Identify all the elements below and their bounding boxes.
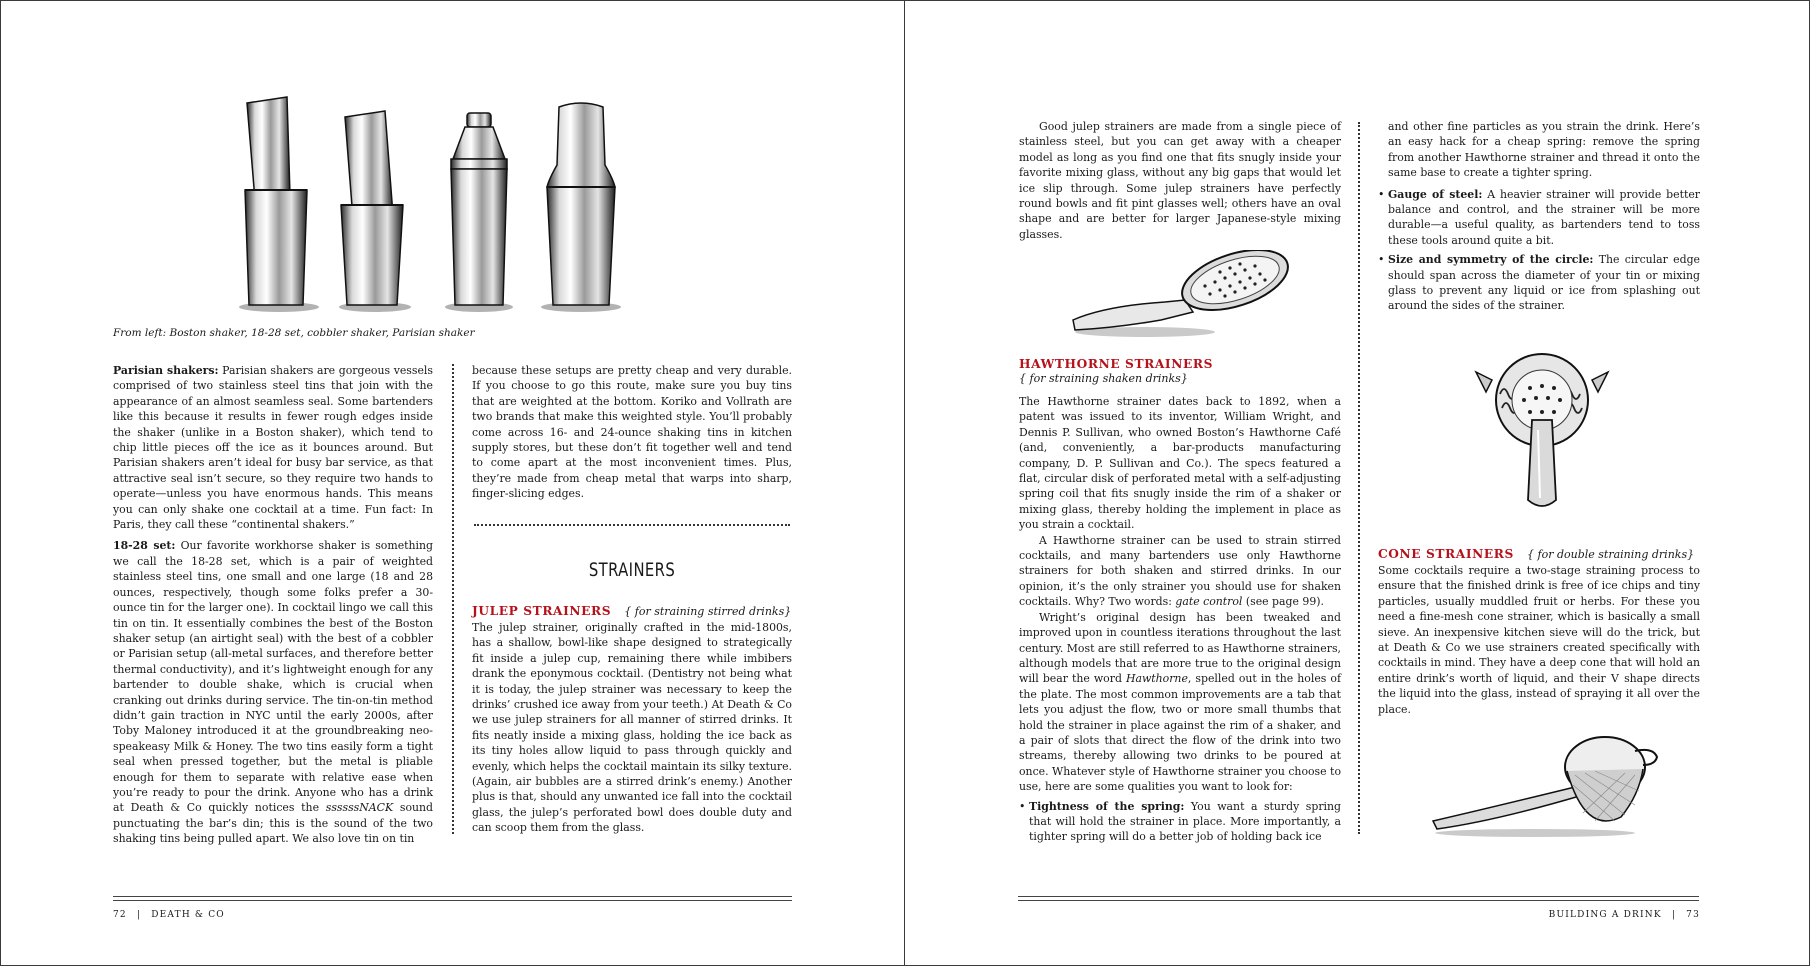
hawthorne-strainers-body bbox=[1019, 394, 1341, 849]
right-column-divider bbox=[1358, 122, 1360, 834]
left-column-1 bbox=[113, 363, 433, 847]
parisian-shakers-text: Parisian shakers are gorgeous vessels comprised of two stainless steel tins that join with the appearance of an almost seamless seal. Some bartenders like this because it results in fewer rough edges inside the shaker (unlike in a Boston shaker), which tend to chip little pieces off the ice as it bounces around. But Parisian shakers aren’t ideal for busy bar service, as that attractive seal isn’t secure, so they require two hands to operate—unless you have enormous hands. This means you can only shake one cocktail at a time. Fun fact: In Paris, they call these “continental shakers.” bbox=[113, 364, 433, 532]
18-28-set-paragraph bbox=[113, 538, 433, 846]
bullet-tightness-text: You want a sturdy spring that will hold the strainer in place. More importantly, a tighter spring will do a better job of holding back ice bbox=[1029, 799, 1341, 844]
footer-separator: | bbox=[136, 910, 142, 920]
julep-strainers-note: { for straining stirred drinks} bbox=[624, 605, 792, 618]
running-title-right: BUILDING A DRINK bbox=[1548, 910, 1662, 920]
running-title-left: DEATH & CO bbox=[151, 910, 225, 920]
bullet-tightness-lead: Tightness of the spring: bbox=[1029, 799, 1185, 813]
cone-strainers-text: Some cocktails require a two-stage straining process to ensure that the finished drink is free of ice chips and tiny particles, usually muddled fruit or herbs. For these you need a fine-mesh cone strainer, which is basically a small sieve. An inexpensive kitchen sieve will do the trick, but at Death & Co we use strainers created specifically with cocktails in mind. They have a deep cone that will hold an entire drink’s worth of liquid, and their V shape directs the liquid into the glass, instead of spraying it all over the place. bbox=[1378, 564, 1700, 716]
column-divider bbox=[452, 364, 454, 834]
bullet-gauge-text: A heavier strainer will provide better balance and control, and the strainer will be more durable—a useful quality, as bartenders tend to toss these tools around quite a bit. bbox=[1388, 187, 1700, 247]
hawthorne-p3-text: Wright’s original design has been tweaked and improved upon in countless iterations throughout the last century. Most are still referred to as Hawthorne strainers, although models that are more true to the original design will bear the word bbox=[1019, 610, 1342, 686]
boston-shaker-illustration bbox=[239, 97, 319, 312]
julep-strainer-illustration bbox=[1065, 250, 1295, 340]
hawthorne-qualities-list-start bbox=[1019, 799, 1341, 845]
18-28-set-illustration bbox=[339, 111, 411, 312]
left-page bbox=[0, 0, 904, 966]
page-number-right: 73 bbox=[1686, 910, 1700, 920]
bullet-size-text: The circular edge should span across the diameter of your tin or mixing glass to prevent any liquid or ice from splashing out around the sides of the strainer. bbox=[1388, 253, 1700, 313]
bullet-tightness-of-spring bbox=[1019, 799, 1341, 845]
cobbler-shaker-illustration bbox=[445, 113, 513, 312]
right-page bbox=[905, 0, 1810, 966]
tightness-continued: and other fine particles as you strain the drink. Here’s an easy hack for a cheap spring: remove the spring from another Hawthorne strainer and thread it onto the same base to create a tighter spring. bbox=[1388, 120, 1700, 180]
cone-strainers-body bbox=[1378, 563, 1700, 717]
julep-strainers-text: The julep strainer, originally crafted in the mid-1800s, has a shallow, bowl-like shape designed to strategically fit inside a julep cup, remaining there while imbibers drank the eponymous cocktail. (Dentistry not being what it is today, the julep strainer was necessary to keep the drinks’ crushed ice away from your teeth.) At Death & Co we use julep strainers for all manner of stirred drinks. It fits neatly inside a mixing glass, holding the ice back as its tiny holes allow liquid to pass through quickly and evenly, which helps the cocktail maintain its silky texture. (Again, air bubbles are a stirred drink’s enemy.) Another plus is that, should any unwanted ice fall into the cocktail glass, the julep’s perforated bowl does double duty and can scoop them from the glass. bbox=[472, 621, 792, 835]
18-28-set-italic: ssssssNACK bbox=[325, 801, 394, 815]
parisian-shaker-illustration bbox=[541, 103, 621, 312]
hawthorne-p3-end: , spelled out in the holes of the plate. The most common improvements are a tab that lets you adjust the flow, two or more small thumbs that hold the strainer in place against the rim of a shaker, and a pair of slots that direct the flow of the drink into two streams, thereby allowing two drinks to be poured at once. Whatever style of Hawthorne strainer you choose to use, here are some qualities you want to look for: bbox=[1019, 672, 1341, 794]
18-28-set-text: Our favorite workhorse shaker is something we call the 18-28 set, which is a pair of weighted stainless steel tins, one small and one large (18 and 28 ounces, respectively, though some folks prefer a 30-ounce tin for the larger one). In cocktail lingo we call this tin on tin. It essentially combines the best of the Boston shaker setup (an airtight seal) with the best of a cobbler or Parisian setup (all-metal surfaces, and therefore better thermal conductivity), and it’s lightweight enough for any bartender to double shake, which is crucial when cranking out drinks during service. The tin-on-tin method didn’t gain traction in NYC until the early 2000s, after Toby Maloney introduced it at the groundbreaking neo-speakeasy Milk & Honey. The two tins easily form a tight seal when pressed together, but the metal is pliable enough for them to separate with relative ease when you’re ready to pour the drink. Anyone who has a drink at Death & Co quickly notices the bbox=[113, 539, 433, 815]
hawthorne-paragraph-2 bbox=[1019, 533, 1341, 610]
hawthorne-strainers-heading bbox=[1019, 357, 1349, 385]
footer-rule-right bbox=[1018, 896, 1699, 901]
footer-separator-right: | bbox=[1671, 910, 1677, 920]
julep-strainers-body bbox=[472, 620, 792, 836]
right-column-1-intro bbox=[1019, 119, 1341, 242]
shakers-caption: From left: Boston shaker, 18-28 set, cobbler shaker, Parisian shaker bbox=[113, 327, 475, 339]
left-column-2 bbox=[472, 363, 792, 502]
hawthorne-qualities-list bbox=[1378, 187, 1700, 314]
right-column-2 bbox=[1378, 119, 1700, 318]
18-28-set-lead: 18-28 set: bbox=[113, 539, 176, 553]
bullet-gauge-lead: Gauge of steel: bbox=[1388, 187, 1483, 201]
section-divider bbox=[474, 524, 790, 526]
page-number-left: 72 bbox=[113, 910, 127, 920]
cone-strainer-illustration bbox=[1425, 725, 1665, 840]
left-footer bbox=[113, 910, 225, 920]
hawthorne-paragraph-1: The Hawthorne strainer dates back to 1892, when a patent was issued to its inventor, William Wright, and Dennis P. Sullivan, who owned Boston’s Hawthorne Café (and, conveniently, a bar-products manufacturing company, D. P. Sullivan and Co.). The specs featured a flat, circular disk of perforated metal with a self-adjusting spring coil that fits snugly inside the rim of a shaker or mixing glass, thereby holding the implement in place as you strain a cocktail. bbox=[1019, 395, 1341, 532]
tin-on-tin-continued: because these setups are pretty cheap and very durable. If you choose to go this route, make sure you buy tins that are weighted at the bottom. Koriko and Vollrath are two brands that make this weighted style. You’ll probably come across 16- and 24-ounce shaking tins in kitchen supply stores, but these don’t fit together well and tend to come apart at the most inconvenient times. Plus, they’re made from cheap metal that warps into sharp, finger-slicing edges. bbox=[472, 364, 792, 501]
cone-strainers-note: { for double straining drinks} bbox=[1527, 548, 1695, 561]
bullet-gauge-of-steel bbox=[1378, 187, 1700, 249]
julep-strainers-title: JULEP STRAINERS bbox=[472, 604, 612, 618]
bullet-size-and-symmetry bbox=[1378, 252, 1700, 314]
hawthorne-strainers-title: HAWTHORNE STRAINERS bbox=[1019, 357, 1213, 371]
bullet-size-lead: Size and symmetry of the circle: bbox=[1388, 253, 1594, 267]
hawthorne-term: Hawthorne bbox=[1125, 672, 1188, 686]
parisian-shakers-paragraph bbox=[113, 363, 433, 532]
hawthorne-p2-end: (see page 99). bbox=[1242, 595, 1324, 609]
parisian-shakers-lead: Parisian shakers: bbox=[113, 364, 219, 377]
footer-rule-left bbox=[113, 896, 792, 901]
right-footer bbox=[1549, 910, 1700, 920]
strainers-section-title: STRAINERS bbox=[588, 559, 676, 581]
shakers-illustration bbox=[235, 95, 685, 315]
hawthorne-paragraph-3 bbox=[1019, 610, 1341, 795]
18-28-set-text-end: sound punctuating the bar’s din; this is the sound of the two shaking tins being pulled apart. We also love tin on tin bbox=[113, 801, 434, 846]
julep-strainers-heading bbox=[472, 600, 802, 619]
julep-strainer-quality-text: Good julep strainers are made from a single piece of stainless steel, but you can get away with a cheaper model as long as you find one that fits snugly inside your favorite mixing glass, without any big gaps that would let ice slip through. Some julep strainers have perfectly round bowls and fit pint glasses well; others have an oval shape and are better for larger Japanese-style mixing glasses. bbox=[1019, 120, 1341, 241]
cone-strainers-title: CONE STRAINERS bbox=[1378, 547, 1514, 561]
gate-control-term: gate control bbox=[1175, 595, 1243, 609]
cone-strainers-heading bbox=[1378, 543, 1708, 562]
hawthorne-strainers-note: { for straining shaken drinks} bbox=[1019, 372, 1188, 385]
hawthorne-p2-text: A Hawthorne strainer can be used to strain stirred cocktails, and many bartenders use only Hawthorne strainers for both shaken and stirred drinks. In our opinion, it’s the only strainer you should use for shaken cocktails. Why? Two words: bbox=[1019, 533, 1341, 609]
hawthorne-strainer-illustration bbox=[1472, 350, 1612, 515]
